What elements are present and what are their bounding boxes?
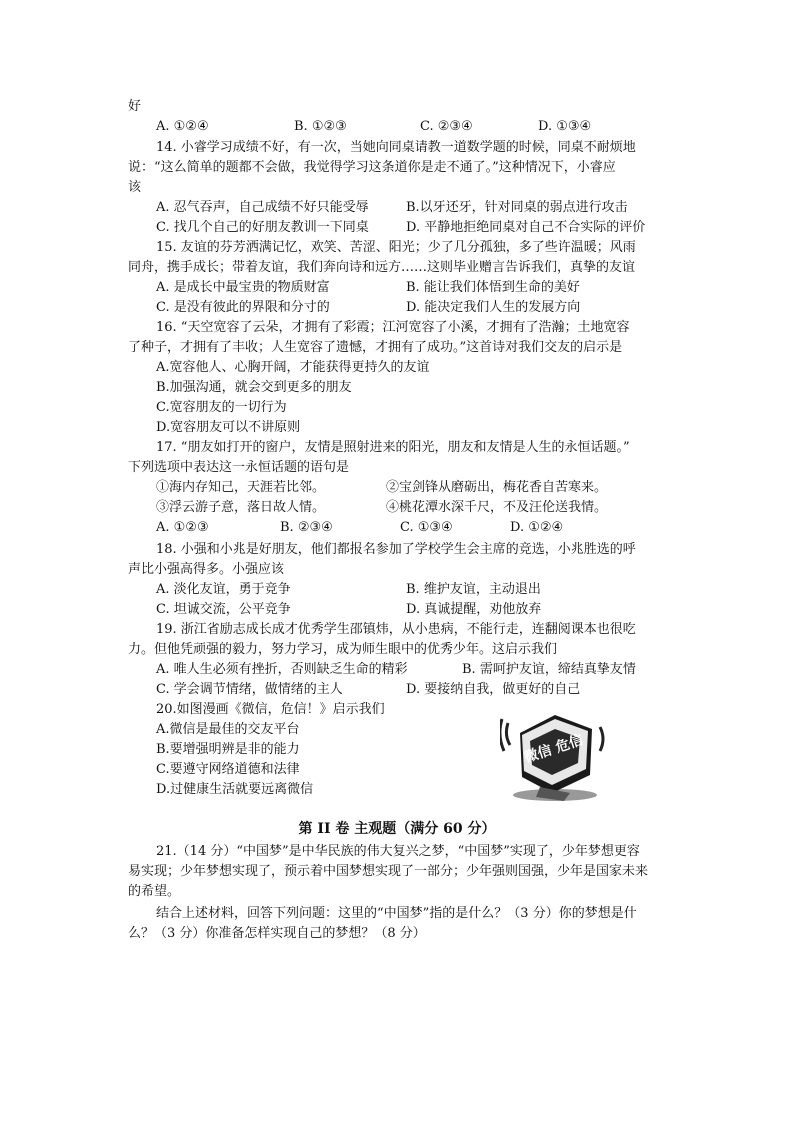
q19-option-c: C. 学会调节情绪，做情绪的主人	[156, 682, 343, 697]
q19-option-a: A. 唯人生必须有挫折，否则缺乏生命的精彩	[156, 662, 408, 677]
q13-option-b: B. ①②③	[294, 119, 347, 134]
q15-option-c: C. 是没有彼此的界限和分寸的	[156, 300, 330, 315]
q17-option-c: C. ①③④	[400, 520, 453, 535]
q18-option-a: A. 淡化友谊，勇于竞争	[156, 582, 291, 597]
cartoon-image	[500, 703, 610, 803]
q17-option-d: D. ①②④	[510, 520, 564, 535]
q14-stem-line: 该	[128, 180, 142, 195]
q17-stem-line: 下列选项中表达这一永恒话题的语句是	[128, 460, 350, 475]
q19-stem-line: 力。但他凭顽强的毅力，努力学习，成为师生眼中的优秀少年。这启示我们	[128, 642, 558, 657]
q15-stem-line: 15. 友谊的芬芳洒满记忆，欢笑、苦涩、阳光；少了几分孤独，多了些许温暖；风雨	[156, 240, 636, 255]
q13-option-a: A. ①②④	[156, 119, 209, 134]
q14-option-c: C. 找几个自己的好朋友教训一下同桌	[156, 220, 369, 235]
q13-option-c: C. ②③④	[420, 119, 473, 134]
q18-stem-line: 18. 小强和小兆是好朋友，他们都报名参加了学校学生会主席的竞选，小兆胜选的呼	[156, 542, 636, 557]
q15-stem-line: 同舟，携手成长；带着友谊，我们奔向诗和远方……这则毕业赠言告诉我们，真挚的友谊	[128, 260, 636, 275]
q21-question-line: 么？（3 分）你准备怎样实现自己的梦想？（8 分）	[128, 926, 426, 941]
q21-stem-line: 21.（14 分）“中国梦”是中华民族的伟大复兴之梦，“中国梦”实现了，少年梦想更容	[156, 844, 640, 859]
q17-item-1: ①海内存知己，天涯若比邻。	[156, 480, 326, 495]
q14-stem-line: 14. 小睿学习成绩不好，有一次，当她向同桌请教一道数学题的时候，同桌不耐烦地	[156, 140, 636, 155]
q19-option-b: B. 需呵护友谊，缔结真挚友情	[462, 662, 636, 677]
q17-stem-line: 17. “朋友如打开的窗户，友情是照射进来的阳光，朋友和友情是人生的永恒话题。”	[156, 440, 630, 455]
q15-option-b: B. 能让我们体悟到生命的美好	[406, 280, 580, 295]
q18-stem-line: 声比小强高得多。小强应该	[128, 562, 285, 577]
q21-stem-line: 易实现；少年梦想实现了，预示着中国梦想实现了一部分；少年强则国强，少年是国家未来	[128, 864, 649, 879]
q18-option-c: C. 坦诚交流，公平竞争	[156, 602, 291, 617]
q16-option-b: B.加强沟通，就会交到更多的朋友	[156, 380, 352, 395]
q20-stem: 20.如图漫画《微信，危信！》启示我们	[156, 702, 385, 717]
q21-question-line: 结合上述材料，回答下列问题：这里的“中国梦”指的是什么？（3 分）你的梦想是什	[156, 906, 637, 921]
q16-stem-line: 了种子，才拥有了丰收；人生宽容了遗憾，才拥有了成功。”这首诗对我们交友的启示是	[128, 340, 623, 355]
part2-title: 第 II 卷 主观题（满分 60 分）	[298, 821, 496, 837]
q20-option-a: A.微信是最佳的交友平台	[156, 722, 300, 737]
q18-option-b: B. 维护友谊，主动退出	[406, 582, 541, 597]
q19-option-d: D. 要接纳自我，做更好的自己	[406, 682, 581, 697]
q16-stem-line: 16. “天空宽容了云朵，才拥有了彩霞；江河宽容了小溪，才拥有了浩瀚；土地宽容	[156, 320, 630, 335]
q18-option-d: D. 真诚提醒，劝他放弃	[406, 602, 542, 617]
q20-option-b: B.要增强明辨是非的能力	[156, 742, 300, 757]
q16-option-d: D.宽容朋友可以不讲原则	[156, 420, 301, 435]
q14-option-a: A. 忍气吞声，自己成绩不好只能受辱	[156, 200, 369, 215]
q19-stem-line: 19. 浙江省励志成长成才优秀学生邵镇炜，从小患病，不能行走，连翻阅课本也很吃	[156, 622, 636, 637]
q17-option-b: B. ②③④	[280, 520, 333, 535]
q21-stem-line: 的希望。	[128, 884, 181, 899]
q17-item-2: ②宝剑锋从磨砺出，梅花香自苦寒来。	[386, 480, 608, 495]
cartoon-caption: 微信 危信	[522, 732, 586, 767]
q17-option-a: A. ①②③	[156, 520, 209, 535]
q20-option-c: C.要遵守网络道德和法律	[156, 762, 300, 777]
q20-option-d: D.过健康生活就要远离微信	[156, 782, 314, 797]
q14-option-b: B.以牙还牙，针对同桌的弱点进行攻击	[406, 200, 628, 215]
q16-option-c: C.宽容朋友的一切行为	[156, 400, 287, 415]
q17-item-3: ③浮云游子意，落日故人情。	[156, 500, 326, 515]
q14-stem-line: 说：“这么简单的题都不会做，我觉得学习这条道你是走不通了。”这种情况下，小睿应	[128, 160, 616, 175]
q13-option-d: D. ①③④	[538, 119, 592, 134]
q16-option-a: A.宽容他人、心胸开阔，才能获得更持久的友谊	[156, 360, 430, 375]
q15-option-d: D. 能决定我们人生的发展方向	[406, 300, 581, 315]
q13-tail: 好	[128, 99, 142, 114]
q15-option-a: A. 是成长中最宝贵的物质财富	[156, 280, 330, 295]
q17-item-4: ④桃花潭水深千尺，不及汪伦送我情。	[386, 500, 608, 515]
q14-option-d: D. 平静地拒绝同桌对自己不合实际的评价	[406, 220, 646, 235]
